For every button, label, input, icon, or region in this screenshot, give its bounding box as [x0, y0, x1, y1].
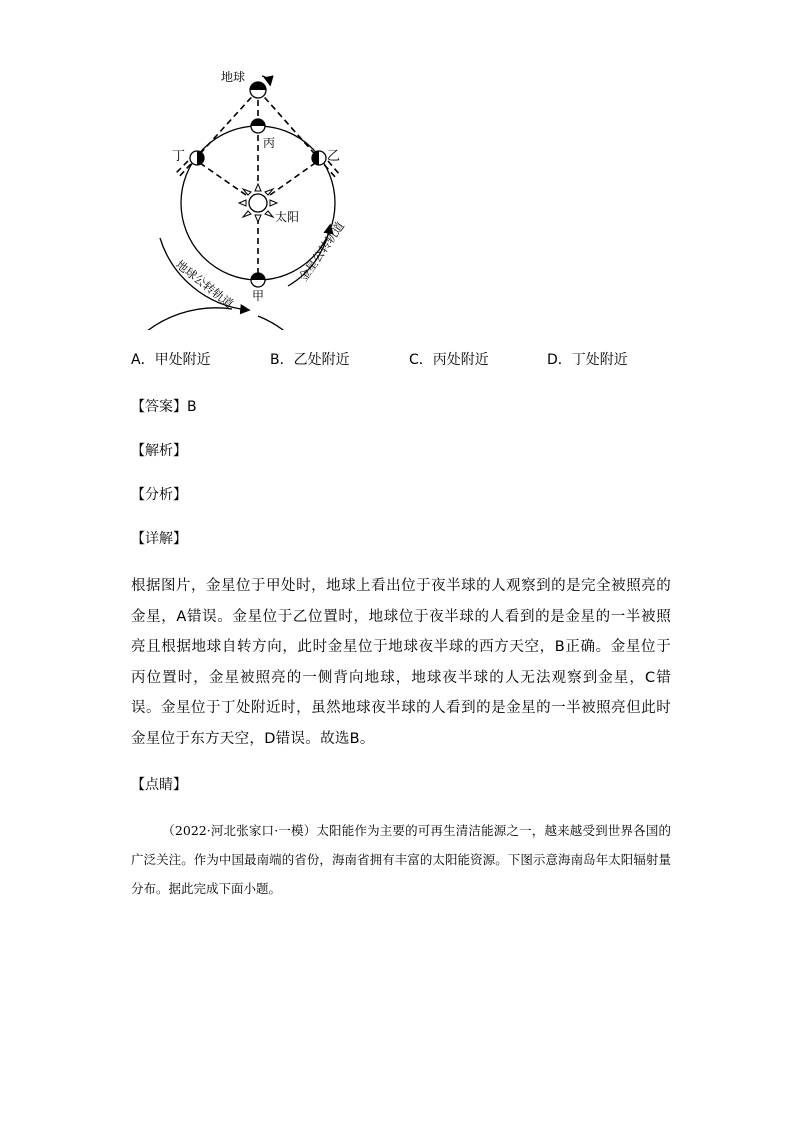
dianjing-heading: 【点睛】 [131, 777, 187, 793]
venus-orbit-diagram [130, 60, 400, 330]
earth-orbit-circle [130, 308, 329, 330]
option-b[interactable]: B．乙处附近 [270, 352, 350, 368]
earth-icon [250, 76, 270, 98]
venus-bing-icon [251, 119, 265, 133]
label-yi: 乙 [327, 149, 341, 164]
label-sun: 太阳 [275, 210, 300, 224]
label-venus-orbit: 金星公转轨道 [295, 219, 348, 284]
detail-heading: 【详解】 [131, 531, 187, 547]
answer-line [131, 396, 197, 416]
venus-jia-icon [251, 273, 265, 287]
fenxi-heading: 【分析】 [131, 487, 187, 503]
analysis-heading: 【解析】 [131, 443, 187, 459]
sight-line-ding [178, 90, 258, 178]
venus-ding-icon [190, 151, 204, 165]
label-earth-orbit: 地球公转轨道 [173, 257, 237, 311]
question-text: 太阳能作为主要的可再生清洁能源之一，越来越受到世界各国的广泛关注。作为中国最南端的省份，海南省拥有丰富的太阳能资源。下图示意海南岛年太阳辐射量分布。据此完成下面小题。 [131, 823, 671, 896]
label-ding: 丁 [172, 149, 186, 164]
option-c[interactable]: C．丙处附近 [409, 352, 489, 368]
explanation-paragraph: 根据图片，金星位于甲处时，地球上看出位于夜半球的人观察到的是完全被照亮的金星，A错误。金星位于乙位置时，地球位于夜半球的人看到的是金星的一半被照亮且根据地球自转方向，此时金星位于地球夜半球的西方天空，B正确。金星位于丙位置时，金星被照亮的一侧背向地球，地球夜半球的人无法观察到金星，C错误。金星位于丁处附近时，虽然地球夜半球的人看到的是金星的一半被照亮但此时金星位于东方天空，D错误。故选B。 [131, 578, 671, 747]
question-source: （2022·河北张家口·一模） [162, 823, 317, 838]
sun-icon [239, 184, 277, 222]
sun-line-ding [197, 161, 246, 195]
answer-options [131, 349, 691, 371]
option-d[interactable]: D．丁处附近 [547, 352, 628, 368]
label-earth: 地球 [221, 70, 246, 84]
next-question-stem [131, 816, 671, 903]
label-bing: 丙 [263, 136, 276, 150]
option-a[interactable]: A．甲处附近 [131, 352, 211, 368]
rotation-arrow-icon [262, 76, 270, 84]
sun-line-yi [270, 161, 318, 195]
label-jia: 甲 [252, 289, 265, 303]
answer-label: 【答案】 [131, 399, 187, 415]
answer-value: B [187, 399, 197, 415]
venus-yi-icon [312, 151, 326, 165]
